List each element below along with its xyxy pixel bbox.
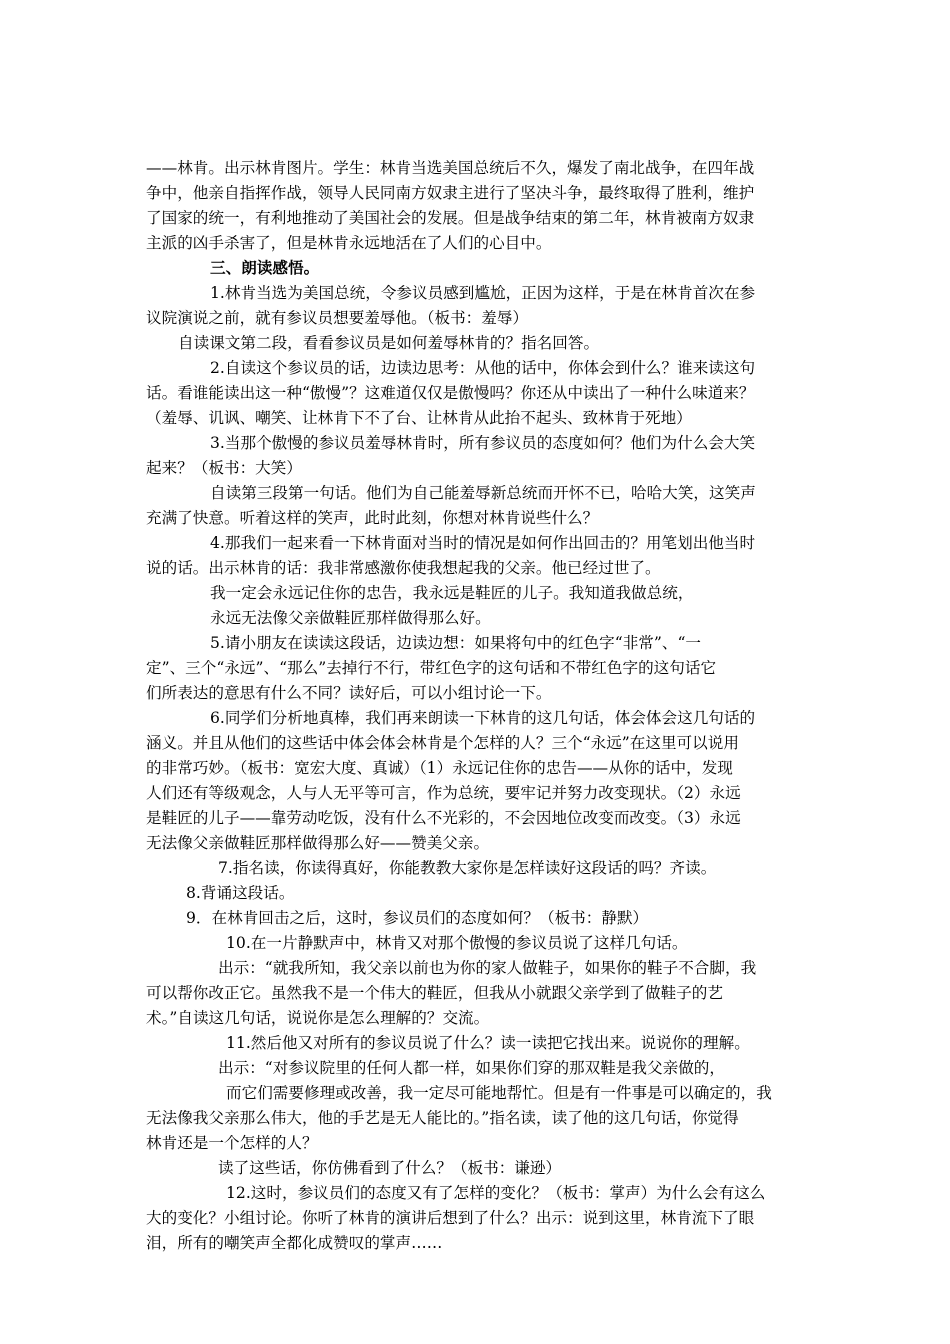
- text-line: 1.林肯当选为美国总统，令参议员感到尴尬，正因为这样，于是在林肯首次在参: [210, 284, 756, 302]
- text-line: 的非常巧妙。（板书：宽宏大度、真诚）（1）永远记住你的忠告——从你的话中，发现: [146, 759, 733, 777]
- text-line: 11.然后他又对所有的参议员说了什么？读一读把它找出来。说说你的理解。: [226, 1034, 750, 1052]
- text-line: 7.指名读，你读得真好，你能教教大家你是怎样读好这段话的吗？齐读。: [218, 859, 717, 877]
- section-heading: 三、朗读感悟。: [210, 258, 320, 277]
- text-line: 起来？（板书：大笑）: [146, 459, 302, 477]
- text-line: 术。”自读这几句话，说说你是怎么理解的？交流。: [146, 1009, 490, 1027]
- text-line: 可以帮你改正它。虽然我不是一个伟大的鞋匠，但我从小就跟父亲学到了做鞋子的艺: [146, 984, 723, 1002]
- text-line: 10.在一片静默声中，林肯又对那个傲慢的参议员说了这样几句话。: [226, 934, 688, 952]
- text-line: 6.同学们分析地真棒，我们再来朗读一下林肯的这几句话，体会体会这几句话的: [210, 709, 756, 727]
- text-line: 充满了快意。听着这样的笑声，此时此刻，你想对林肯说些什么？: [146, 509, 599, 527]
- text-line: 3.当那个傲慢的参议员羞辱林肯时，所有参议员的态度如何？他们为什么会大笑: [210, 434, 756, 452]
- text-line: 9．在林肯回击之后，这时，参议员们的态度如何？（板书：静默）: [186, 909, 649, 927]
- text-line: 定”、三个“永远”、“那么”去掉行不行，带红色字的这句话和不带红色字的这句话它: [146, 659, 717, 677]
- text-line: 2.自读这个参议员的话，边读边思考：从他的话中，你体会到什么？谁来读这句: [210, 359, 756, 377]
- text-line: 无法像父亲做鞋匠那样做得那么好——赞美父亲。: [146, 834, 490, 852]
- text-line: 争中，他亲自指挥作战，领导人民同南方奴隶主进行了坚决斗争，最终取得了胜利，维护: [146, 184, 755, 202]
- text-line: 4.那我们一起来看一下林肯面对当时的情况是如何作出回击的？用笔划出他当时: [210, 534, 756, 552]
- text-line: 话。看谁能读出这一种“傲慢”？这难道仅仅是傲慢吗？你还从中读出了一种什么味道来？: [146, 384, 755, 402]
- text-line: 们所表达的意思有什么不同？读好后，可以小组讨论一下。: [146, 684, 552, 702]
- text-line: 无法像我父亲那么伟大，他的手艺是无人能比的。”指名读，读了他的这几句话，你觉得: [146, 1109, 739, 1127]
- text-line: 永远无法像父亲做鞋匠那样做得那么好。: [210, 609, 491, 627]
- text-line: 而它们需要修理或改善，我一定尽可能地帮忙。但是有一件事是可以确定的，我: [226, 1084, 772, 1102]
- text-line: 涵义。并且从他们的这些话中体会体会林肯是个怎样的人？三个“永远”在这里可以说用: [146, 734, 739, 752]
- text-line: 说的话。出示林肯的话：我非常感激你使我想起我的父亲。他已经过世了。: [146, 559, 661, 577]
- text-line: 出示：“就我所知，我父亲以前也为你的家人做鞋子，如果你的鞋子不合脚，我: [218, 959, 757, 977]
- text-line: 主派的凶手杀害了，但是林肯永远地活在了人们的心目中。: [146, 234, 552, 252]
- text-line: 议院演说之前，就有参议员想要羞辱他。（板书：羞辱）: [146, 309, 529, 327]
- text-line: 5.请小朋友在读读这段话，边读边想：如果将句中的红色字“非常”、“一: [210, 634, 702, 652]
- text-line: 出示：“对参议院里的任何人都一样，如果你们穿的那双鞋是我父亲做的，: [218, 1059, 725, 1077]
- text-line: 我一定会永远记住你的忠告，我永远是鞋匠的儿子。我知道我做总统，: [210, 584, 694, 602]
- text-line: 12.这时，参议员们的态度又有了怎样的变化？（板书：掌声）为什么会有这么: [226, 1184, 766, 1202]
- text-line: 是鞋匠的儿子——靠劳动吃饭，没有什么不光彩的，不会因地位改变而改变。（3）永远: [146, 809, 741, 827]
- text-line: 了国家的统一，有利地推动了美国社会的发展。但是战争结束的第二年，林肯被南方奴隶: [146, 209, 755, 227]
- text-line: 泪，所有的嘲笑声全都化成赞叹的掌声……: [146, 1234, 443, 1252]
- text-line: （羞辱、讥讽、嘲笑、让林肯下不了台、让林肯从此抬不起头、致林肯于死地）: [146, 409, 692, 427]
- text-line: 8.背诵这段话。: [186, 884, 295, 902]
- text-line: 林肯还是一个怎样的人？: [146, 1134, 318, 1152]
- text-line: 大的变化？小组讨论。你听了林肯的演讲后想到了什么？出示：说到这里，林肯流下了眼: [146, 1209, 755, 1227]
- text-line: 自读第三段第一句话。他们为自己能羞辱新总统而开怀不已，哈哈大笑，这笑声: [210, 484, 756, 502]
- text-line: 读了这些话，你仿佛看到了什么？（板书：谦逊）: [218, 1159, 562, 1177]
- text-line: 人们还有等级观念，人与人无平等可言，作为总统，要牢记并努力改变现状。（2）永远: [146, 784, 741, 802]
- text-line: 自读课文第二段，看看参议员是如何羞辱林肯的？指名回答。: [178, 334, 600, 352]
- text-line: ——林肯。出示林肯图片。学生：林肯当选美国总统后不久，爆发了南北战争，在四年战: [146, 159, 755, 177]
